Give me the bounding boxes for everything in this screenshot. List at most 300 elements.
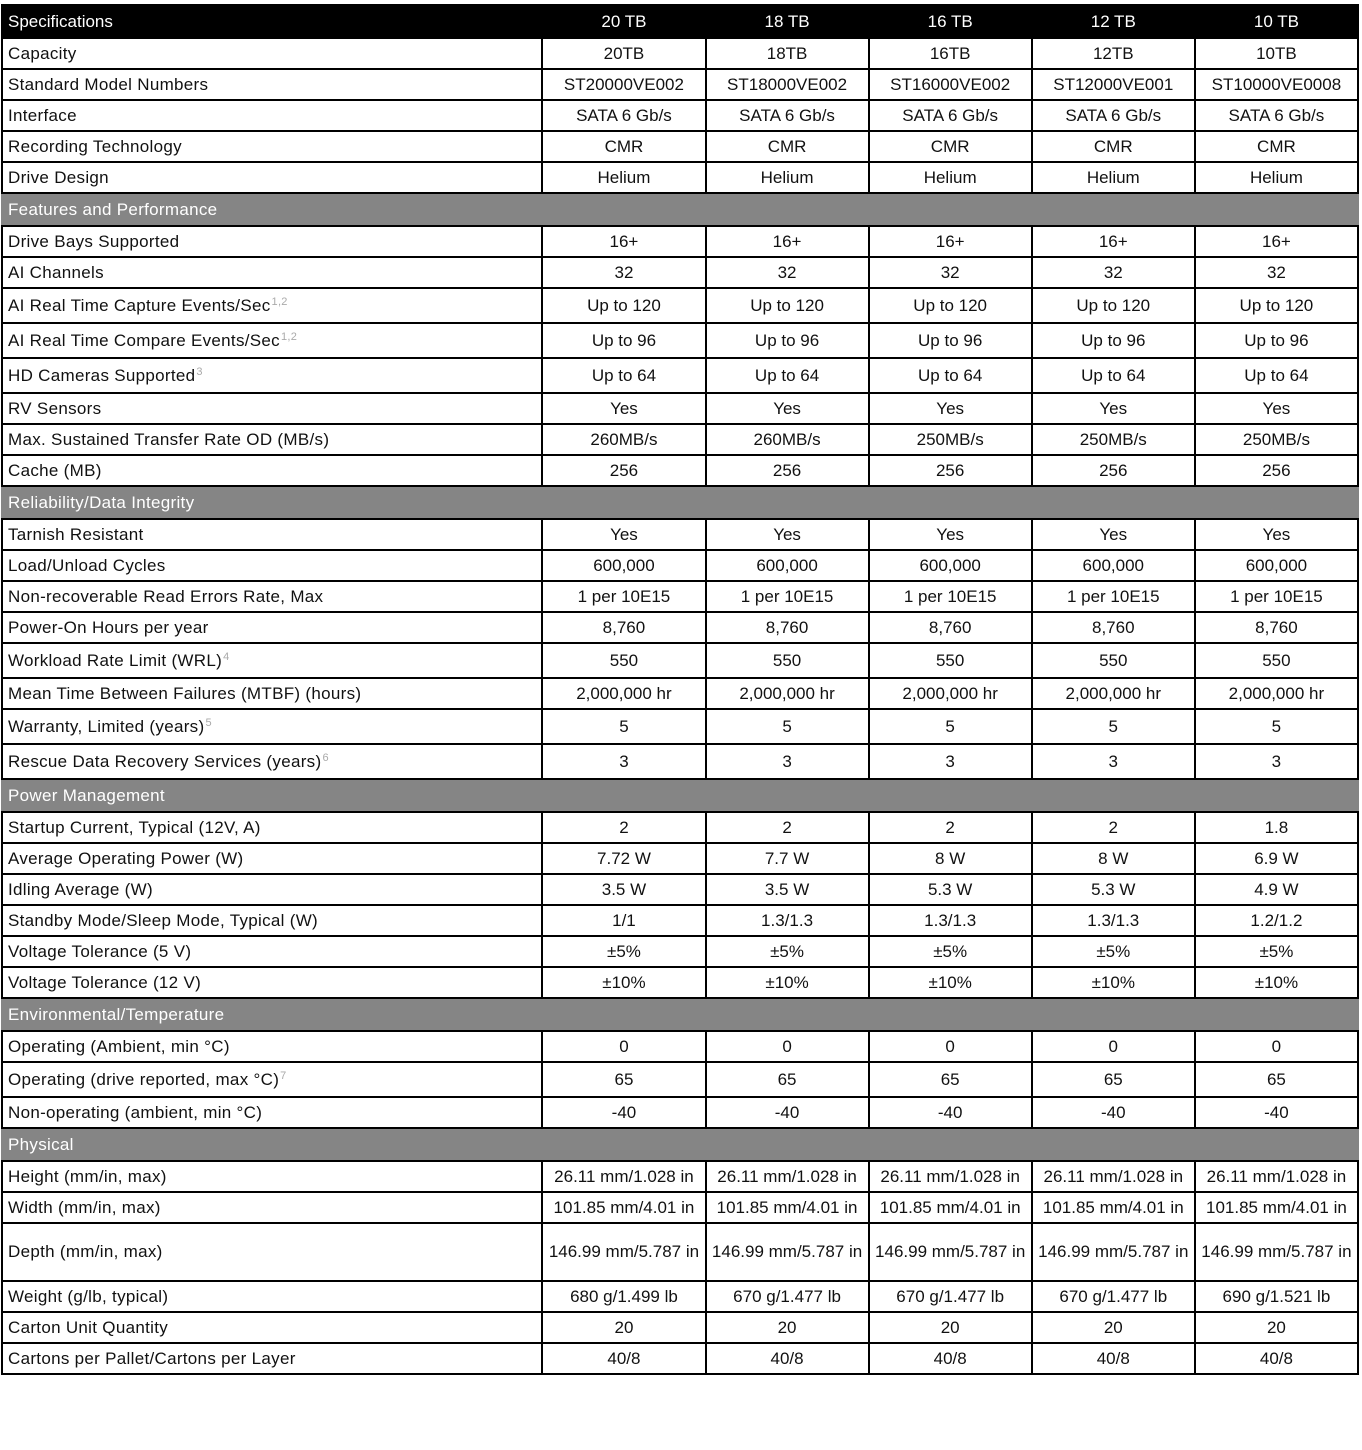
spec-value-cell: 32 [1032,257,1195,288]
spec-value-cell: CMR [706,131,869,162]
spec-value-cell: ST18000VE002 [706,69,869,100]
spec-value-cell: 146.99 mm/5.787 in [542,1223,705,1281]
spec-label: Tarnish Resistant [8,525,144,544]
spec-value-cell: 8,760 [1032,612,1195,643]
spec-value-cell: Up to 64 [1032,358,1195,393]
spec-label-cell [2,936,542,967]
spec-row [2,100,1358,131]
spec-value-cell: 1.2/1.2 [1195,905,1358,936]
spec-value-cell: Yes [542,519,705,550]
spec-row [2,226,1358,257]
spec-value-cell: 1.3/1.3 [1032,905,1195,936]
spec-value-cell: Up to 64 [542,358,705,393]
spec-value-cell: Up to 64 [1195,358,1358,393]
spec-value-cell: 550 [542,643,705,678]
spec-value-cell: 12TB [1032,38,1195,69]
spec-label: Standby Mode/Sleep Mode, Typical (W) [8,911,319,930]
spec-value-cell: Yes [542,393,705,424]
spec-value-cell: 65 [869,1062,1032,1097]
spec-label: Drive Bays Supported [8,232,180,251]
spec-value-cell: 32 [869,257,1032,288]
header-capacity-column: 16 TB [869,5,1032,38]
spec-value-cell: 256 [542,455,705,486]
spec-value-cell: 16+ [542,226,705,257]
spec-value-cell: Yes [869,519,1032,550]
spec-value-cell: 3.5 W [542,874,705,905]
spec-value-cell: Up to 64 [706,358,869,393]
spec-row [2,643,1358,678]
spec-value-cell: Up to 96 [1032,323,1195,358]
spec-label-cell [2,678,542,709]
section-header-row [2,998,1358,1031]
header-row [2,5,1358,38]
spec-value-cell: 20 [706,1312,869,1343]
spec-label-cell [2,38,542,69]
spec-label: AI Real Time Compare Events/Sec [8,331,280,350]
spec-value-cell: 0 [869,1031,1032,1062]
spec-value-cell: Up to 120 [869,288,1032,323]
spec-value-cell: -40 [1195,1097,1358,1128]
spec-value-cell: 2 [869,812,1032,843]
spec-value-cell: 5.3 W [869,874,1032,905]
spec-label-cell [2,1062,542,1097]
spec-label-cell [2,162,542,193]
spec-value-cell: 0 [1195,1031,1358,1062]
spec-value-cell: ST20000VE002 [542,69,705,100]
spec-label: Rescue Data Recovery Services (years) [8,752,322,771]
spec-value-cell: Up to 96 [869,323,1032,358]
spec-value-cell: 101.85 mm/4.01 in [706,1192,869,1223]
spec-value-cell: 5 [1032,709,1195,744]
footnote-marker: 3 [196,366,203,378]
spec-label-cell [2,874,542,905]
spec-value-cell: 65 [706,1062,869,1097]
spec-row [2,131,1358,162]
spec-label: RV Sensors [8,399,102,418]
spec-value-cell: 26.11 mm/1.028 in [869,1161,1032,1192]
spec-label: Height (mm/in, max) [8,1167,167,1186]
section-title: Power Management [2,779,1358,812]
spec-label-cell [2,1161,542,1192]
spec-value-cell: 8,760 [542,612,705,643]
spec-value-cell: 1/1 [542,905,705,936]
spec-value-cell: 26.11 mm/1.028 in [1195,1161,1358,1192]
spec-label-cell [2,1031,542,1062]
spec-value-cell: 250MB/s [1032,424,1195,455]
spec-label-cell [2,709,542,744]
spec-label: Width (mm/in, max) [8,1198,161,1217]
spec-value-cell: Helium [869,162,1032,193]
spec-value-cell: 600,000 [542,550,705,581]
section-header-row [2,779,1358,812]
spec-value-cell: 20 [1032,1312,1195,1343]
spec-value-cell: 250MB/s [1195,424,1358,455]
spec-label-cell [2,744,542,779]
spec-value-cell: Helium [542,162,705,193]
spec-row [2,1312,1358,1343]
spec-value-cell: 4.9 W [1195,874,1358,905]
spec-label: Load/Unload Cycles [8,556,166,575]
spec-value-cell: 5 [869,709,1032,744]
spec-label: Drive Design [8,168,109,187]
spec-value-cell: 2 [542,812,705,843]
spec-row [2,744,1358,779]
spec-value-cell: -40 [706,1097,869,1128]
spec-value-cell: Up to 120 [1195,288,1358,323]
spec-value-cell: 2,000,000 hr [542,678,705,709]
footnote-marker: 6 [322,752,329,764]
spec-value-cell: 3 [1195,744,1358,779]
spec-value-cell: 3 [869,744,1032,779]
spec-value-cell: Yes [706,519,869,550]
spec-value-cell: 1 per 10E15 [706,581,869,612]
section-title: Environmental/Temperature [2,998,1358,1031]
spec-label-cell [2,1343,542,1374]
spec-value-cell: Up to 120 [1032,288,1195,323]
spec-value-cell: 260MB/s [706,424,869,455]
spec-label: Power-On Hours per year [8,618,209,637]
spec-value-cell: Yes [869,393,1032,424]
spec-row [2,162,1358,193]
spec-label: Capacity [8,44,77,63]
spec-value-cell: Up to 120 [706,288,869,323]
spec-value-cell: Yes [1032,393,1195,424]
spec-value-cell: 32 [1195,257,1358,288]
spec-value-cell: 101.85 mm/4.01 in [1032,1192,1195,1223]
spec-value-cell: 5 [706,709,869,744]
header-label: Specifications [2,5,542,38]
spec-label-cell [2,455,542,486]
spec-label: AI Channels [8,263,104,282]
spec-value-cell: 101.85 mm/4.01 in [1195,1192,1358,1223]
spec-value-cell: SATA 6 Gb/s [1032,100,1195,131]
header-capacity-column: 18 TB [706,5,869,38]
spec-value-cell: 690 g/1.521 lb [1195,1281,1358,1312]
spec-value-cell: ±10% [1195,967,1358,998]
spec-row [2,1192,1358,1223]
spec-value-cell: SATA 6 Gb/s [1195,100,1358,131]
spec-value-cell: 18TB [706,38,869,69]
spec-label-cell [2,393,542,424]
spec-label: Average Operating Power (W) [8,849,244,868]
spec-value-cell: 550 [869,643,1032,678]
spec-row [2,843,1358,874]
spec-value-cell: 26.11 mm/1.028 in [706,1161,869,1192]
spec-value-cell: 16+ [1195,226,1358,257]
spec-value-cell: 1 per 10E15 [1032,581,1195,612]
spec-value-cell: 10TB [1195,38,1358,69]
spec-value-cell: 600,000 [869,550,1032,581]
spec-value-cell: 40/8 [869,1343,1032,1374]
spec-value-cell: Helium [706,162,869,193]
spec-value-cell: 40/8 [1195,1343,1358,1374]
spec-row [2,967,1358,998]
spec-row [2,455,1358,486]
spec-value-cell: ±10% [869,967,1032,998]
specifications-table [1,4,1359,1375]
header-capacity-column: 12 TB [1032,5,1195,38]
spec-value-cell: 40/8 [706,1343,869,1374]
spec-value-cell: 3 [542,744,705,779]
spec-value-cell: ±10% [706,967,869,998]
spec-value-cell: ±5% [1032,936,1195,967]
spec-value-cell: SATA 6 Gb/s [869,100,1032,131]
spec-value-cell: 1 per 10E15 [869,581,1032,612]
spec-value-cell: 3 [1032,744,1195,779]
spec-label-cell [2,1281,542,1312]
spec-row [2,1281,1358,1312]
spec-label-cell [2,288,542,323]
spec-label: Voltage Tolerance (12 V) [8,973,202,992]
spec-label: Startup Current, Typical (12V, A) [8,818,261,837]
spec-value-cell: CMR [542,131,705,162]
spec-row [2,678,1358,709]
spec-value-cell: 550 [706,643,869,678]
spec-label-cell [2,967,542,998]
spec-label-cell [2,1223,542,1281]
spec-label: Operating (Ambient, min °C) [8,1037,230,1056]
section-title: Reliability/Data Integrity [2,486,1358,519]
spec-label: Standard Model Numbers [8,75,209,94]
spec-value-cell: 2 [706,812,869,843]
spec-row [2,424,1358,455]
spec-value-cell: 8 W [869,843,1032,874]
section-header-row [2,193,1358,226]
spec-value-cell: 146.99 mm/5.787 in [869,1223,1032,1281]
section-title: Physical [2,1128,1358,1161]
spec-row [2,323,1358,358]
spec-label: Recording Technology [8,137,182,156]
spec-value-cell: Up to 64 [869,358,1032,393]
spec-value-cell: 7.7 W [706,843,869,874]
spec-label: Cartons per Pallet/Cartons per Layer [8,1349,296,1368]
spec-value-cell: 0 [1032,1031,1195,1062]
spec-label: Carton Unit Quantity [8,1318,169,1337]
footnote-marker: 1,2 [280,331,298,343]
spec-row [2,358,1358,393]
spec-row [2,1031,1358,1062]
spec-value-cell: -40 [1032,1097,1195,1128]
spec-value-cell: 550 [1195,643,1358,678]
spec-value-cell: 260MB/s [542,424,705,455]
spec-value-cell: 16+ [1032,226,1195,257]
spec-row [2,812,1358,843]
spec-row [2,936,1358,967]
spec-label: Cache (MB) [8,461,102,480]
spec-label-cell [2,643,542,678]
spec-value-cell: Up to 96 [542,323,705,358]
spec-value-cell: 1 per 10E15 [542,581,705,612]
spec-label: Idling Average (W) [8,880,153,899]
spec-value-cell: CMR [1032,131,1195,162]
spec-label-cell [2,581,542,612]
spec-value-cell: 550 [1032,643,1195,678]
spec-row [2,1062,1358,1097]
spec-row [2,550,1358,581]
spec-value-cell: 26.11 mm/1.028 in [542,1161,705,1192]
spec-value-cell: ±5% [706,936,869,967]
header-capacity-column: 20 TB [542,5,705,38]
spec-value-cell: 5.3 W [1032,874,1195,905]
spec-value-cell: CMR [869,131,1032,162]
spec-value-cell: 256 [1032,455,1195,486]
spec-label-cell [2,226,542,257]
spec-label-cell [2,358,542,393]
spec-label: HD Cameras Supported [8,366,196,385]
spec-label-cell [2,550,542,581]
spec-value-cell: 8,760 [869,612,1032,643]
spec-value-cell: 6.9 W [1195,843,1358,874]
spec-label-cell [2,424,542,455]
spec-value-cell: 256 [1195,455,1358,486]
spec-label-cell [2,257,542,288]
spec-value-cell: Yes [1195,393,1358,424]
spec-value-cell: 670 g/1.477 lb [1032,1281,1195,1312]
spec-value-cell: 101.85 mm/4.01 in [542,1192,705,1223]
spec-row [2,581,1358,612]
spec-value-cell: 670 g/1.477 lb [706,1281,869,1312]
spec-value-cell: Yes [706,393,869,424]
spec-value-cell: ±5% [869,936,1032,967]
spec-value-cell: CMR [1195,131,1358,162]
spec-value-cell: ±10% [542,967,705,998]
spec-value-cell: SATA 6 Gb/s [706,100,869,131]
spec-value-cell: 8,760 [706,612,869,643]
spec-row [2,874,1358,905]
spec-label-cell [2,1312,542,1343]
spec-label-cell [2,69,542,100]
spec-row [2,1223,1358,1281]
spec-label-cell [2,843,542,874]
spec-value-cell: 20 [542,1312,705,1343]
spec-value-cell: 65 [1032,1062,1195,1097]
spec-row [2,1161,1358,1192]
spec-row [2,612,1358,643]
spec-value-cell: Up to 120 [542,288,705,323]
spec-value-cell: 0 [706,1031,869,1062]
spec-value-cell: 26.11 mm/1.028 in [1032,1161,1195,1192]
spec-label: Operating (drive reported, max °C) [8,1070,280,1089]
spec-value-cell: 40/8 [542,1343,705,1374]
spec-value-cell: 20TB [542,38,705,69]
spec-row [2,1097,1358,1128]
spec-label: Depth (mm/in, max) [8,1242,163,1261]
spec-value-cell: SATA 6 Gb/s [542,100,705,131]
spec-value-cell: Up to 96 [706,323,869,358]
spec-label: Non-recoverable Read Errors Rate, Max [8,587,324,606]
spec-label-cell [2,100,542,131]
spec-value-cell: 16+ [706,226,869,257]
spec-value-cell: Yes [1195,519,1358,550]
spec-row [2,257,1358,288]
spec-value-cell: 2 [1032,812,1195,843]
spec-value-cell: ST16000VE002 [869,69,1032,100]
spec-label-cell [2,131,542,162]
spec-value-cell: 3 [706,744,869,779]
spec-value-cell: ±5% [542,936,705,967]
spec-value-cell: 256 [869,455,1032,486]
spec-value-cell: 600,000 [1195,550,1358,581]
spec-table-container [1,4,1359,1375]
spec-label-cell [2,1192,542,1223]
spec-value-cell: 101.85 mm/4.01 in [869,1192,1032,1223]
spec-label: Non-operating (ambient, min °C) [8,1103,263,1122]
spec-value-cell: ST10000VE0008 [1195,69,1358,100]
spec-value-cell: Up to 96 [1195,323,1358,358]
spec-row [2,905,1358,936]
spec-value-cell: ±5% [1195,936,1358,967]
spec-row [2,69,1358,100]
spec-value-cell: 680 g/1.499 lb [542,1281,705,1312]
spec-label: Max. Sustained Transfer Rate OD (MB/s) [8,430,330,449]
spec-value-cell: 16TB [869,38,1032,69]
spec-label: Weight (g/lb, typical) [8,1287,169,1306]
section-header-row [2,1128,1358,1161]
spec-value-cell: 256 [706,455,869,486]
spec-value-cell: 600,000 [706,550,869,581]
spec-value-cell: 146.99 mm/5.787 in [1195,1223,1358,1281]
spec-value-cell: 250MB/s [869,424,1032,455]
spec-value-cell: 1.3/1.3 [706,905,869,936]
spec-value-cell: 5 [1195,709,1358,744]
spec-table-body [2,38,1358,1374]
spec-value-cell: 0 [542,1031,705,1062]
spec-label: Warranty, Limited (years) [8,717,205,736]
spec-label-cell [2,812,542,843]
footnote-marker: 5 [205,717,212,729]
spec-label-cell [2,1097,542,1128]
spec-value-cell: 2,000,000 hr [869,678,1032,709]
spec-value-cell: 146.99 mm/5.787 in [1032,1223,1195,1281]
spec-value-cell: Yes [1032,519,1195,550]
spec-label-cell [2,323,542,358]
spec-value-cell: -40 [869,1097,1032,1128]
spec-value-cell: ST12000VE001 [1032,69,1195,100]
spec-label: AI Real Time Capture Events/Sec [8,296,271,315]
spec-value-cell: ±10% [1032,967,1195,998]
spec-label-cell [2,519,542,550]
spec-row [2,709,1358,744]
spec-value-cell: 65 [542,1062,705,1097]
header-capacity-column: 10 TB [1195,5,1358,38]
spec-value-cell: 32 [542,257,705,288]
spec-value-cell: Helium [1032,162,1195,193]
section-title: Features and Performance [2,193,1358,226]
spec-label: Interface [8,106,77,125]
spec-row [2,519,1358,550]
spec-label: Voltage Tolerance (5 V) [8,942,192,961]
spec-label-cell [2,905,542,936]
spec-value-cell: 2,000,000 hr [1195,678,1358,709]
spec-value-cell: 600,000 [1032,550,1195,581]
spec-value-cell: 670 g/1.477 lb [869,1281,1032,1312]
spec-value-cell: 1.8 [1195,812,1358,843]
footnote-marker: 4 [223,651,230,663]
spec-value-cell: 8 W [1032,843,1195,874]
spec-value-cell: Helium [1195,162,1358,193]
spec-value-cell: 2,000,000 hr [706,678,869,709]
spec-value-cell: 40/8 [1032,1343,1195,1374]
spec-row [2,393,1358,424]
spec-value-cell: 65 [1195,1062,1358,1097]
section-header-row [2,486,1358,519]
spec-value-cell: 8,760 [1195,612,1358,643]
spec-label-cell [2,612,542,643]
spec-label: Mean Time Between Failures (MTBF) (hours) [8,684,362,703]
spec-value-cell: 7.72 W [542,843,705,874]
spec-row [2,288,1358,323]
spec-value-cell: 20 [869,1312,1032,1343]
